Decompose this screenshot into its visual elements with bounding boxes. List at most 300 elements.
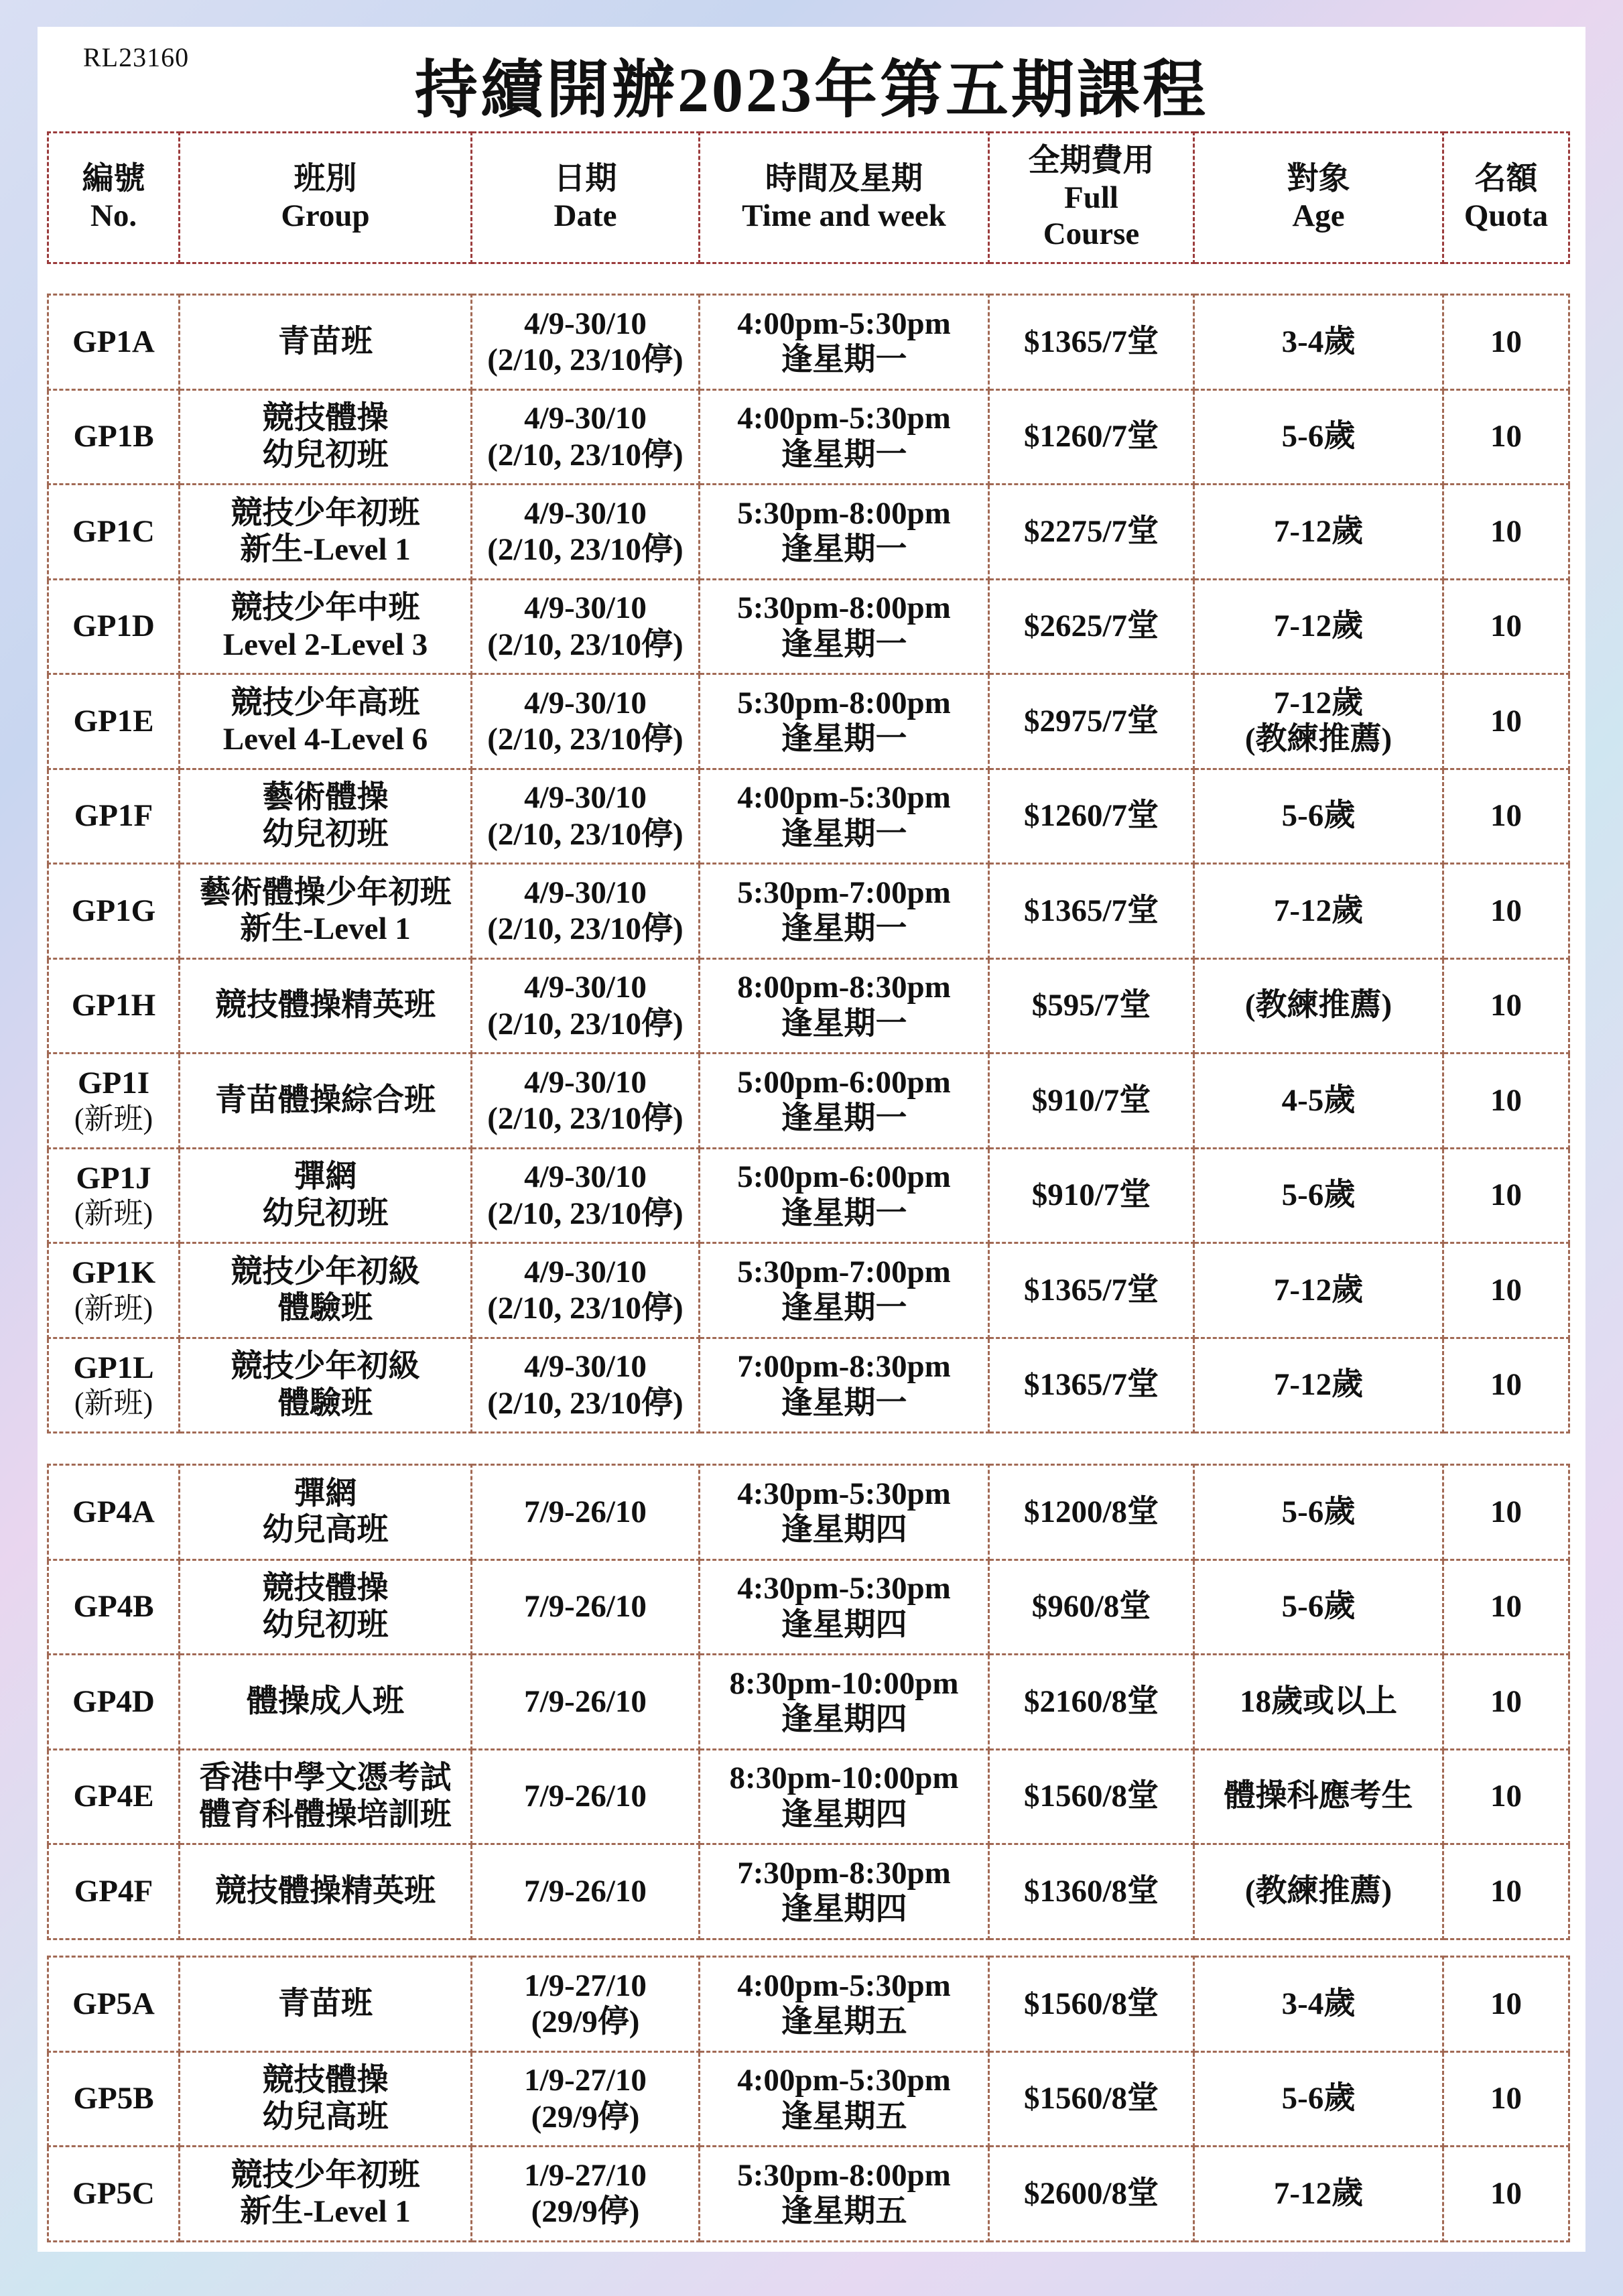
table-row xyxy=(48,864,1569,959)
course-code-cell xyxy=(48,389,180,485)
date-cell-line: (29/9停) xyxy=(531,2194,640,2230)
date-cell xyxy=(472,769,700,864)
course-code: GP1G xyxy=(71,893,156,928)
time-cell-line: 逢星期一 xyxy=(781,722,907,757)
group-cell xyxy=(180,674,472,769)
course-code-cell xyxy=(48,1243,180,1338)
date-cell-line: 4/9-30/10 xyxy=(524,306,647,341)
age-cell-line: 5-6歲 xyxy=(1281,798,1356,834)
group-cell-line: 競技少年初班 xyxy=(231,2157,420,2193)
course-code: GP1J xyxy=(76,1160,151,1196)
date-cell xyxy=(472,389,700,485)
date-cell xyxy=(472,1559,700,1655)
age-cell-line: 3-4歲 xyxy=(1281,1986,1356,2021)
time-cell-line: 逢星期一 xyxy=(781,627,907,662)
time-cell-line: 逢星期四 xyxy=(781,1892,907,1927)
group-cell-line: 競技少年高班 xyxy=(231,685,420,720)
time-cell-line: 7:00pm-8:30pm xyxy=(737,1349,951,1385)
date-cell-line: 7/9-26/10 xyxy=(524,1873,647,1909)
time-cell xyxy=(700,1655,989,1750)
course-table-thursday xyxy=(47,1464,1570,1940)
time-cell xyxy=(700,1559,989,1655)
age-cell xyxy=(1194,769,1443,864)
group-cell-line: 藝術體操 xyxy=(262,780,389,816)
group-cell xyxy=(180,1559,472,1655)
fee-cell: $2600/8堂 xyxy=(989,2147,1194,2242)
group-cell-line: 競技少年初級 xyxy=(231,1254,420,1289)
date-cell xyxy=(472,1957,700,2052)
course-code-cell xyxy=(48,958,180,1054)
age-cell xyxy=(1194,389,1443,485)
date-cell-line: (2/10, 23/10停) xyxy=(487,816,684,852)
fee-cell: $1560/8堂 xyxy=(989,1749,1194,1844)
group-cell-line: 香港中學文憑考試 xyxy=(199,1761,452,1796)
time-cell-line: 逢星期四 xyxy=(781,1702,907,1738)
time-cell xyxy=(700,1957,989,2052)
group-cell xyxy=(180,958,472,1054)
age-cell xyxy=(1194,1465,1443,1560)
group-cell-line: 體驗班 xyxy=(278,1385,373,1421)
time-cell-line: 逢星期一 xyxy=(781,911,907,947)
group-cell-line: 體育科體操培訓班 xyxy=(199,1797,452,1832)
table-row xyxy=(48,2051,1569,2147)
age-cell xyxy=(1194,1655,1443,1750)
quota-cell: 10 xyxy=(1443,1338,1569,1433)
age-cell xyxy=(1194,485,1443,580)
quota-cell: 10 xyxy=(1443,674,1569,769)
quota-cell: 10 xyxy=(1443,1243,1569,1338)
course-table-friday xyxy=(47,1956,1570,2242)
time-cell-line: 5:30pm-8:00pm xyxy=(737,685,951,720)
group-cell-line: 體驗班 xyxy=(278,1291,373,1326)
table-row xyxy=(48,1559,1569,1655)
header-table xyxy=(47,131,1570,264)
date-cell-line: 4/9-30/10 xyxy=(524,495,647,531)
age-cell-line: 7-12歲 xyxy=(1273,893,1364,928)
course-code-cell xyxy=(48,1559,180,1655)
time-cell-line: 5:30pm-7:00pm xyxy=(737,875,951,910)
age-cell-line: 7-12歲 xyxy=(1273,1367,1364,1403)
time-cell-line: 5:30pm-7:00pm xyxy=(737,1254,951,1289)
page-title: 持續開辦2023年第五期課程 xyxy=(414,56,1208,125)
date-cell-line: (2/10, 23/10停) xyxy=(487,532,684,568)
fee-cell: $2275/7堂 xyxy=(989,485,1194,580)
course-table-monday xyxy=(47,294,1570,1433)
fee-cell: $1260/7堂 xyxy=(989,389,1194,485)
time-cell-line: 5:00pm-6:00pm xyxy=(737,1159,951,1195)
course-code: GP1C xyxy=(72,513,155,549)
date-cell-line: 4/9-30/10 xyxy=(524,1064,647,1100)
date-cell-line: (2/10, 23/10停) xyxy=(487,1385,684,1421)
group-cell xyxy=(180,1844,472,1939)
course-code-cell xyxy=(48,1338,180,1433)
course-code-cell xyxy=(48,1655,180,1750)
course-code: GP1B xyxy=(73,419,154,454)
group-cell xyxy=(180,2147,472,2242)
group-cell-line: 幼兒初班 xyxy=(262,1196,389,1231)
time-cell xyxy=(700,1338,989,1433)
header-group: 班別 Group xyxy=(180,133,472,263)
time-cell-line: 4:00pm-5:30pm xyxy=(737,780,951,816)
time-cell-line: 逢星期一 xyxy=(781,437,907,472)
age-cell-line: 5-6歲 xyxy=(1281,419,1356,454)
table-row xyxy=(48,1148,1569,1243)
quota-cell: 10 xyxy=(1443,1655,1569,1750)
group-cell-line: 體操成人班 xyxy=(247,1683,404,1719)
date-cell-line: (2/10, 23/10停) xyxy=(487,722,684,757)
fee-cell: $1365/7堂 xyxy=(989,864,1194,959)
course-code: GP1I xyxy=(77,1066,150,1101)
age-cell-line: (教練推薦) xyxy=(1244,988,1392,1023)
date-cell xyxy=(472,2147,700,2242)
group-cell xyxy=(180,1148,472,1243)
table-row xyxy=(48,2147,1569,2242)
date-cell-line: 7/9-26/10 xyxy=(524,1494,647,1529)
group-cell-line: 新生-Level 1 xyxy=(240,911,411,947)
course-code-cell xyxy=(48,295,180,390)
date-cell xyxy=(472,1655,700,1750)
course-code: GP5C xyxy=(72,2175,155,2211)
quota-cell: 10 xyxy=(1443,958,1569,1054)
quota-cell: 10 xyxy=(1443,1465,1569,1560)
date-cell-line: (2/10, 23/10停) xyxy=(487,1196,684,1231)
group-cell-line: 幼兒初班 xyxy=(262,816,389,852)
date-cell-line: 7/9-26/10 xyxy=(524,1779,647,1814)
new-class-tag: (新班) xyxy=(74,1291,153,1325)
header-age: 對象 Age xyxy=(1194,133,1443,263)
table-row xyxy=(48,1243,1569,1338)
header-quota: 名額 Quota xyxy=(1443,133,1569,263)
group-cell-line: 競技體操精英班 xyxy=(215,1873,436,1909)
date-cell xyxy=(472,864,700,959)
date-cell-line: 4/9-30/10 xyxy=(524,590,647,626)
time-cell-line: 4:00pm-5:30pm xyxy=(737,2063,951,2098)
group-cell xyxy=(180,769,472,864)
fee-cell: $1365/7堂 xyxy=(989,1243,1194,1338)
table-row xyxy=(48,674,1569,769)
table-row xyxy=(48,1749,1569,1844)
date-cell-line: (29/9停) xyxy=(531,2099,640,2134)
time-cell-line: 逢星期一 xyxy=(781,1196,907,1231)
time-cell-line: 5:30pm-8:00pm xyxy=(737,495,951,531)
group-cell-line: 幼兒高班 xyxy=(262,2099,389,2134)
group-cell-line: 新生-Level 1 xyxy=(240,532,411,568)
date-cell-line: 4/9-30/10 xyxy=(524,875,647,910)
table-row xyxy=(48,958,1569,1054)
fee-cell: $1365/7堂 xyxy=(989,295,1194,390)
course-code-cell xyxy=(48,579,180,674)
date-cell-line: 7/9-26/10 xyxy=(524,1589,647,1624)
date-cell-line: (2/10, 23/10停) xyxy=(487,342,684,378)
fee-cell: $1365/7堂 xyxy=(989,1338,1194,1433)
group-cell-line: 幼兒初班 xyxy=(262,437,389,472)
quota-cell: 10 xyxy=(1443,1054,1569,1149)
date-cell-line: 1/9-27/10 xyxy=(524,2157,647,2193)
time-cell xyxy=(700,674,989,769)
date-cell-line: (2/10, 23/10停) xyxy=(487,1006,684,1041)
group-cell-line: 彈網 xyxy=(294,1476,357,1511)
age-cell-line: 7-12歲 xyxy=(1273,513,1364,549)
age-cell-line: 7-12歲 xyxy=(1273,2175,1364,2211)
group-cell xyxy=(180,1054,472,1149)
fee-cell: $1260/7堂 xyxy=(989,769,1194,864)
group-cell-line: 競技體操精英班 xyxy=(215,988,436,1023)
age-cell xyxy=(1194,1749,1443,1844)
time-cell-line: 逢星期五 xyxy=(781,2004,907,2040)
age-cell xyxy=(1194,2147,1443,2242)
date-cell-line: (2/10, 23/10停) xyxy=(487,1101,684,1137)
quota-cell: 10 xyxy=(1443,579,1569,674)
age-cell xyxy=(1194,1338,1443,1433)
time-cell-line: 5:00pm-6:00pm xyxy=(737,1064,951,1100)
course-code-cell xyxy=(48,2051,180,2147)
time-cell xyxy=(700,1749,989,1844)
group-cell xyxy=(180,864,472,959)
time-cell xyxy=(700,579,989,674)
group-cell-line: 競技體操 xyxy=(262,1571,389,1606)
course-code: GP1F xyxy=(74,798,153,834)
age-cell-line: 5-6歲 xyxy=(1281,2081,1356,2116)
group-cell-line: 競技體操 xyxy=(262,2063,389,2098)
time-cell xyxy=(700,389,989,485)
course-code-cell xyxy=(48,1749,180,1844)
time-cell-line: 逢星期一 xyxy=(781,1385,907,1421)
age-cell-line: (教練推薦) xyxy=(1244,722,1392,757)
age-cell-line: 7-12歲 xyxy=(1273,685,1364,720)
header-no: 編號 No. xyxy=(48,133,180,263)
time-cell xyxy=(700,1054,989,1149)
time-cell xyxy=(700,2051,989,2147)
quota-cell: 10 xyxy=(1443,864,1569,959)
age-cell xyxy=(1194,1844,1443,1939)
course-code-cell xyxy=(48,1844,180,1939)
course-code: GP1H xyxy=(71,988,156,1023)
date-cell-line: 4/9-30/10 xyxy=(524,780,647,816)
time-cell xyxy=(700,295,989,390)
time-cell-line: 逢星期一 xyxy=(781,342,907,378)
date-cell xyxy=(472,1844,700,1939)
course-code-cell xyxy=(48,674,180,769)
time-cell-line: 4:00pm-5:30pm xyxy=(737,306,951,341)
fee-cell: $2160/8堂 xyxy=(989,1655,1194,1750)
date-cell xyxy=(472,295,700,390)
time-cell-line: 逢星期一 xyxy=(781,1101,907,1137)
time-cell xyxy=(700,1844,989,1939)
group-cell-line: 競技少年初級 xyxy=(231,1349,420,1385)
time-cell xyxy=(700,1465,989,1560)
age-cell xyxy=(1194,864,1443,959)
time-cell-line: 7:30pm-8:30pm xyxy=(737,1855,951,1891)
age-cell-line: (教練推薦) xyxy=(1244,1873,1392,1909)
course-code: GP1A xyxy=(72,324,155,359)
course-code-cell xyxy=(48,769,180,864)
age-cell-line: 7-12歲 xyxy=(1273,1272,1364,1308)
group-cell xyxy=(180,1465,472,1560)
time-cell-line: 逢星期四 xyxy=(781,1513,907,1548)
age-cell-line: 4-5歲 xyxy=(1281,1082,1356,1118)
new-class-tag: (新班) xyxy=(74,1387,153,1420)
time-cell xyxy=(700,864,989,959)
fee-cell: $910/7堂 xyxy=(989,1148,1194,1243)
date-cell xyxy=(472,1338,700,1433)
time-cell xyxy=(700,2147,989,2242)
course-code-cell xyxy=(48,864,180,959)
course-code: GP4D xyxy=(72,1683,155,1719)
course-code: GP4E xyxy=(73,1779,154,1814)
new-class-tag: (新班) xyxy=(74,1102,153,1135)
new-class-tag: (新班) xyxy=(74,1197,153,1230)
age-cell-line: 5-6歲 xyxy=(1281,1589,1356,1624)
date-cell-line: 1/9-27/10 xyxy=(524,2063,647,2098)
document-code: RL23160 xyxy=(83,42,190,72)
group-cell-line: 幼兒初班 xyxy=(262,1607,389,1643)
date-cell xyxy=(472,674,700,769)
group-cell-line: 幼兒高班 xyxy=(262,1513,389,1548)
age-cell-line: 5-6歲 xyxy=(1281,1494,1356,1529)
time-cell-line: 4:00pm-5:30pm xyxy=(737,401,951,436)
course-code: GP1E xyxy=(73,703,154,739)
age-cell xyxy=(1194,1148,1443,1243)
quota-cell: 10 xyxy=(1443,1749,1569,1844)
group-cell-line: 新生-Level 1 xyxy=(240,2194,411,2230)
group-cell-line: 競技少年中班 xyxy=(231,590,420,626)
group-cell xyxy=(180,1243,472,1338)
course-code-cell xyxy=(48,2147,180,2242)
time-cell-line: 逢星期一 xyxy=(781,1291,907,1326)
age-cell xyxy=(1194,1957,1443,2052)
group-cell-line: 青苗班 xyxy=(278,1986,373,2021)
quota-cell: 10 xyxy=(1443,769,1569,864)
time-cell xyxy=(700,958,989,1054)
age-cell xyxy=(1194,958,1443,1054)
group-cell xyxy=(180,1957,472,2052)
age-cell-line: 5-6歲 xyxy=(1281,1177,1356,1213)
date-cell xyxy=(472,579,700,674)
date-cell xyxy=(472,1054,700,1149)
quota-cell: 10 xyxy=(1443,485,1569,580)
quota-cell: 10 xyxy=(1443,2051,1569,2147)
fee-cell: $1360/8堂 xyxy=(989,1844,1194,1939)
fee-cell: $2625/7堂 xyxy=(989,579,1194,674)
group-cell-line: 青苗班 xyxy=(278,324,373,359)
course-code: GP5A xyxy=(72,1986,155,2021)
quota-cell: 10 xyxy=(1443,1148,1569,1243)
table-row xyxy=(48,769,1569,864)
time-cell-line: 8:30pm-10:00pm xyxy=(729,1761,959,1796)
group-cell-line: 青苗體操綜合班 xyxy=(215,1082,436,1118)
course-code: GP4F xyxy=(74,1873,153,1909)
time-cell-line: 4:00pm-5:30pm xyxy=(737,1968,951,2003)
time-cell-line: 8:00pm-8:30pm xyxy=(737,970,951,1005)
time-cell-line: 逢星期四 xyxy=(781,1607,907,1643)
table-row xyxy=(48,1844,1569,1939)
date-cell xyxy=(472,485,700,580)
table-row xyxy=(48,1465,1569,1560)
time-cell xyxy=(700,769,989,864)
time-cell xyxy=(700,485,989,580)
quota-cell: 10 xyxy=(1443,1844,1569,1939)
fee-cell: $910/7堂 xyxy=(989,1054,1194,1149)
date-cell xyxy=(472,2051,700,2147)
age-cell xyxy=(1194,579,1443,674)
course-code: GP1L xyxy=(73,1350,154,1385)
date-cell xyxy=(472,958,700,1054)
course-code-cell xyxy=(48,1054,180,1149)
date-cell-line: 4/9-30/10 xyxy=(524,1254,647,1289)
time-cell-line: 逢星期一 xyxy=(781,532,907,568)
time-cell-line: 逢星期五 xyxy=(781,2099,907,2134)
table-row xyxy=(48,389,1569,485)
time-cell-line: 5:30pm-8:00pm xyxy=(737,2157,951,2193)
date-cell xyxy=(472,1465,700,1560)
age-cell xyxy=(1194,1243,1443,1338)
group-cell-line: 競技少年初班 xyxy=(231,495,420,531)
date-cell-line: (29/9停) xyxy=(531,2004,640,2040)
group-cell xyxy=(180,1749,472,1844)
quota-cell: 10 xyxy=(1443,2147,1569,2242)
date-cell-line: (2/10, 23/10停) xyxy=(487,911,684,947)
quota-cell: 10 xyxy=(1443,389,1569,485)
date-cell-line: 4/9-30/10 xyxy=(524,401,647,436)
date-cell-line: 4/9-30/10 xyxy=(524,1159,647,1195)
time-cell-line: 4:30pm-5:30pm xyxy=(737,1571,951,1606)
fee-cell: $1560/8堂 xyxy=(989,2051,1194,2147)
time-cell xyxy=(700,1243,989,1338)
time-cell-line: 逢星期一 xyxy=(781,816,907,852)
quota-cell: 10 xyxy=(1443,295,1569,390)
quota-cell: 10 xyxy=(1443,1957,1569,2052)
date-cell xyxy=(472,1749,700,1844)
course-code: GP4B xyxy=(73,1589,154,1624)
age-cell xyxy=(1194,2051,1443,2147)
age-cell-line: 18歲或以上 xyxy=(1240,1683,1397,1719)
age-cell xyxy=(1194,674,1443,769)
course-code-cell xyxy=(48,1465,180,1560)
fee-cell: $595/7堂 xyxy=(989,958,1194,1054)
header-date: 日期 Date xyxy=(472,133,700,263)
course-code-cell xyxy=(48,485,180,580)
table-row xyxy=(48,485,1569,580)
table-row xyxy=(48,1054,1569,1149)
fee-cell: $1560/8堂 xyxy=(989,1957,1194,2052)
table-row xyxy=(48,1957,1569,2052)
time-cell-line: 8:30pm-10:00pm xyxy=(729,1665,959,1701)
course-code-cell xyxy=(48,1957,180,2052)
date-cell-line: 4/9-30/10 xyxy=(524,970,647,1005)
header-row xyxy=(48,133,1569,263)
table-row xyxy=(48,1338,1569,1433)
group-cell xyxy=(180,295,472,390)
date-cell-line: 1/9-27/10 xyxy=(524,1968,647,2003)
time-cell-line: 逢星期五 xyxy=(781,2194,907,2230)
course-code: GP1D xyxy=(72,609,155,644)
age-cell-line: 3-4歲 xyxy=(1281,324,1356,359)
fee-cell: $1200/8堂 xyxy=(989,1465,1194,1560)
course-code: GP5B xyxy=(73,2081,154,2116)
fee-cell: $960/8堂 xyxy=(989,1559,1194,1655)
time-cell-line: 逢星期四 xyxy=(781,1797,907,1832)
age-cell-line: 體操科應考生 xyxy=(1224,1779,1413,1814)
quota-cell: 10 xyxy=(1443,1559,1569,1655)
age-cell-line: 7-12歲 xyxy=(1273,609,1364,644)
course-code: GP4A xyxy=(72,1494,155,1529)
time-cell xyxy=(700,1148,989,1243)
fee-cell: $2975/7堂 xyxy=(989,674,1194,769)
time-cell-line: 4:30pm-5:30pm xyxy=(737,1476,951,1511)
time-cell-line: 5:30pm-8:00pm xyxy=(737,590,951,626)
group-cell xyxy=(180,2051,472,2147)
group-cell-line: 競技體操 xyxy=(262,401,389,436)
